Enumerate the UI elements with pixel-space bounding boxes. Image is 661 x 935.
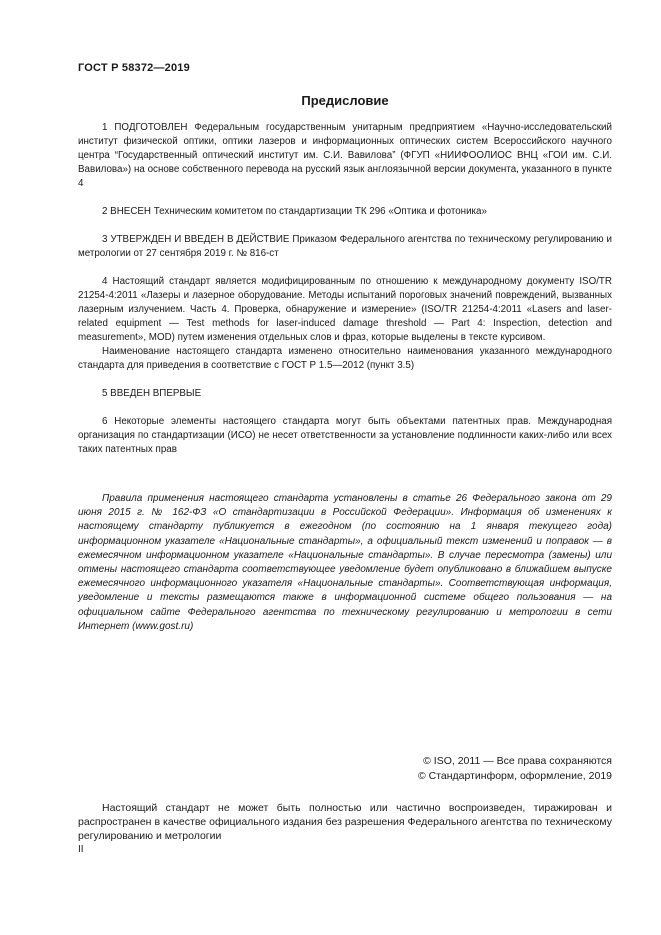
paragraph-4: 4 Настоящий стандарт является модифицированным по отношению к международному документу ISO/TR 21254-4:2011 «Лазеры и лазерное оборудование. Методы испытаний пороговых значений повреждений, вызванных лазерным излучением. Часть 4. Проверка, обнаружение и измерение» (ISO/TR 21254-4:2011 «Lasers and laser-related equipment — Test methods for laser-induced damage threshold — Part 4: Inspection, detection and measurement», MOD) путем изменения отдельных слов и фраз, которые выделены в тексте курсивом. bbox=[78, 276, 612, 343]
page-title: Предисловие bbox=[301, 93, 389, 108]
preface-body bbox=[78, 121, 612, 471]
copyright-block bbox=[418, 754, 612, 784]
application-rules-notice bbox=[78, 492, 612, 634]
document-id: ГОСТ Р 58372—2019 bbox=[78, 62, 190, 74]
paragraph-1: 1 ПОДГОТОВЛЕН Федеральным государственным унитарным предприятием «Научно-исследовательский институт физической оптики, оптики лазеров и информационных оптических систем Всероссийского научного центра “Государственный оптический институт им. С.И. Вавилова” (ФГУП «НИИФООЛИОС ВНЦ «ГОИ им. С.И. Вавилова») на основе собственного перевода на русский язык англоязычной версии документа, указанного в пункте 4 bbox=[78, 122, 612, 189]
reproduction-notice bbox=[78, 801, 612, 843]
copyright-standartinform: © Стандартинформ, оформление, 2019 bbox=[417, 770, 612, 782]
notice-text: Правила применения настоящего стандарта установлены в статье 26 Федерального закона от 29 июня 2015 г. № 162-ФЗ «О стандартизации в Российской Федерации». Информация об изменениях к настоящему стандарту публикуется в ежегодном (по состоянию на 1 января текущего года) информационном указателе «Национальные стандарты», а официальный текст изменений и поправок — в ежемесячном информационном указателе «Национальные стандарты». В случае пересмотра (замены) или отмены настоящего стандарта соответствующее уведомление будет опубликовано в ближайшем выпуске ежемесячного информационного указателя «Национальные стандарты». Соответствующая информация, уведомление и тексты размещаются также в информационной системе общего пользования — на официальном сайте Федерального агентства по техническому регулированию и метрологии в сети Интернет (www.gost.ru) bbox=[78, 493, 612, 632]
footer-text: Настоящий стандарт не может быть полностью или частично воспроизведен, тиражирован и распространен в качестве официального издания без разрешения Федерального агентства по техническому регулированию и метрологии bbox=[78, 802, 612, 842]
page-number: II bbox=[78, 844, 84, 855]
copyright-iso: © ISO, 2011 — Все права сохраняются bbox=[423, 755, 612, 767]
paragraph-2: 2 ВНЕСЕН Техническим комитетом по стандартизации ТК 296 «Оптика и фотоника» bbox=[102, 206, 487, 217]
paragraph-3: 3 УТВЕРЖДЕН И ВВЕДЕН В ДЕЙСТВИЕ Приказом Федерального агентства по техническому регулированию и метрологии от 27 сентября 2019 г. № 816-ст bbox=[78, 234, 612, 259]
paragraph-5: 5 ВВЕДЕН ВПЕРВЫЕ bbox=[102, 388, 202, 399]
paragraph-6: 6 Некоторые элементы настоящего стандарта могут быть объектами патентных прав. Международная организация по стандартизации (ИСО) не несет ответственности за установление подлинности каких-либо или всех таких патентных прав bbox=[78, 416, 612, 455]
paragraph-4-note: Наименование настоящего стандарта изменено относительно наименования указанного международного стандарта для приведения в соответствие с ГОСТ Р 1.5—2012 (пункт 3.5) bbox=[78, 346, 612, 371]
